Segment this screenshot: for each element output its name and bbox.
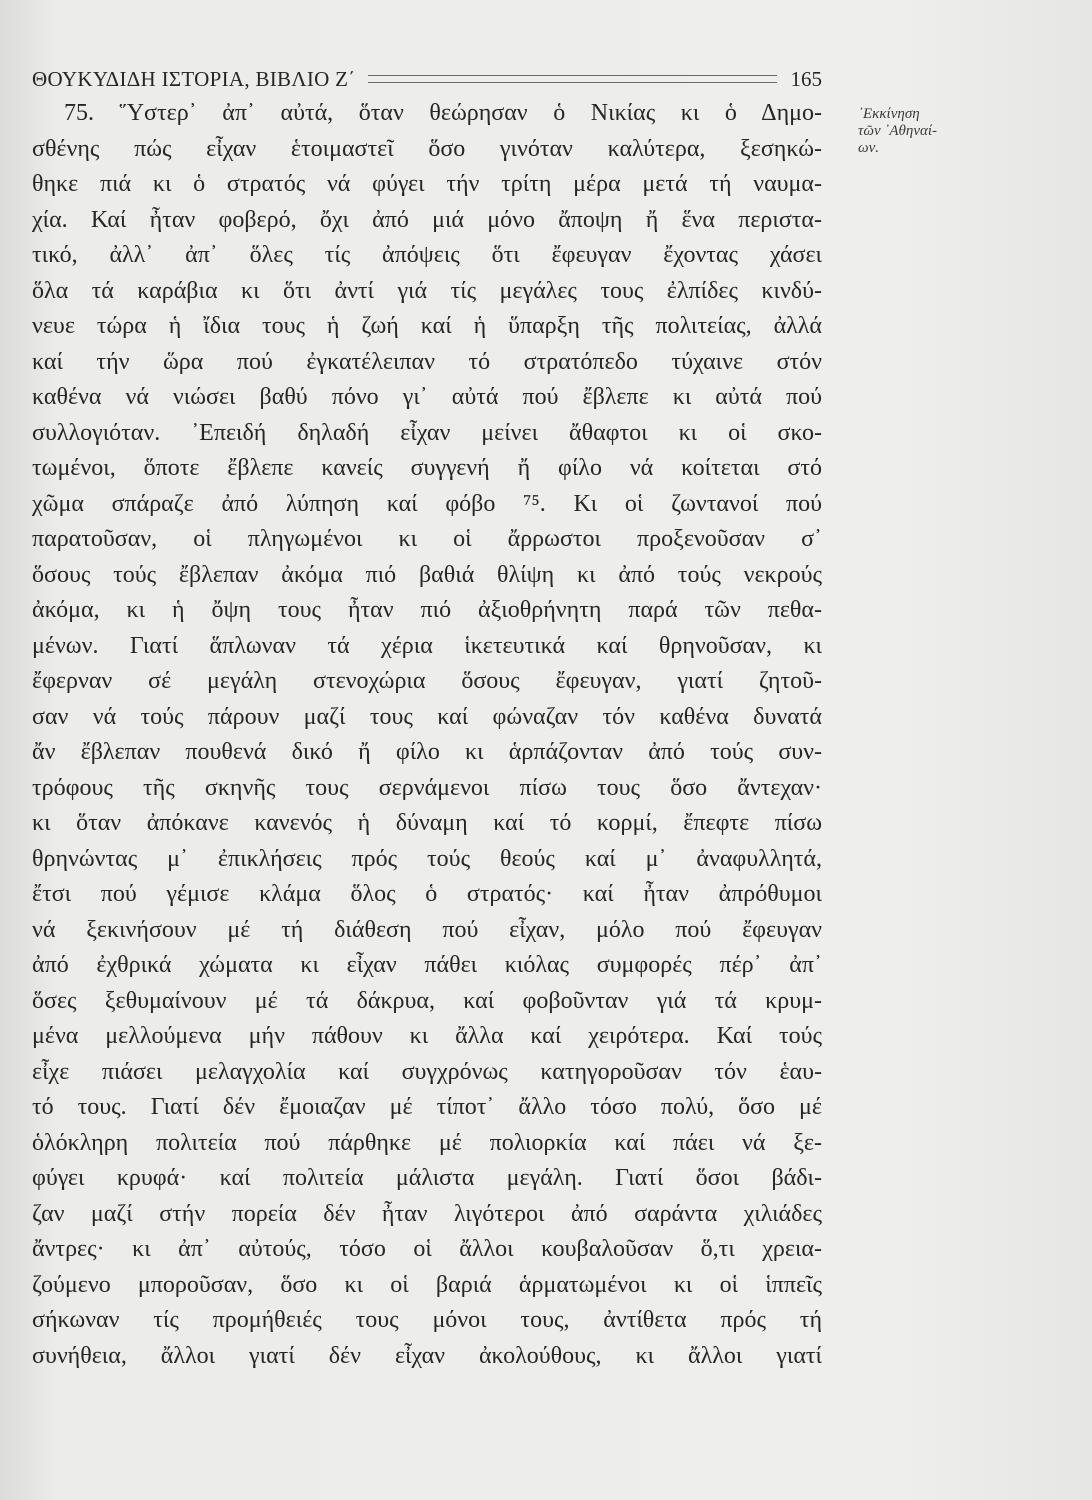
- text-line: ἄντρες· κι ἀπ᾿ αὐτούς, τόσο οἱ ἄλλοι κουβαλοῦσαν ὅ,τι χρεια-: [32, 1236, 822, 1262]
- text-line: νευε τώρα ἡ ἴδια τους ἡ ζωή καί ἡ ὕπαρξη τῆς πολιτείας, ἀλλά: [32, 313, 822, 339]
- text-line: χῶμα σπάραζε ἀπό λύπηση καί φόβο ⁷⁵. Κι οἱ ζωντανοί πού: [32, 490, 822, 517]
- text-line: συνήθεια, ἄλλοι γιατί δέν εἶχαν ἀκολούθους, κι ἄλλοι γιατί: [32, 1342, 822, 1369]
- text-line: ζούμενο μποροῦσαν, ὅσο κι οἱ βαριά ἁρματωμένοι κι οἱ ἱππεῖς: [32, 1271, 822, 1298]
- marginal-note-line: τῶν ᾿Αθηναί-: [858, 123, 938, 139]
- text-line: ὁλόκληρη πολιτεία πού πάρθηκε μέ πολιορκία καί πάει νά ξε-: [32, 1129, 822, 1156]
- text-line: νά ξεκινήσουν μέ τή διάθεση πού εἶχαν, μόλο πού ἔφευγαν: [32, 916, 822, 943]
- text-line: συλλογιόταν. ᾿Επειδή δηλαδή εἶχαν μείνει ἄθαφτοι κι οἱ σκο-: [32, 419, 822, 446]
- page-number: 165: [790, 67, 822, 91]
- text-line: μένα μελλούμενα μήν πάθουν κι ἄλλα καί χειρότερα. Καί τούς: [32, 1023, 822, 1049]
- text-line: ζαν μαζί στήν πορεία δέν ἦταν λιγότεροι ἀπό σαράντα χιλιάδες: [32, 1200, 822, 1227]
- text-line: ἀπό ἐχθρικά χώματα κι εἶχαν πάθει κιόλας συμφορές πέρ᾿ ἀπ᾿: [32, 952, 822, 978]
- running-head-title: ΘΟΥΚΥΔΙΔΗ ΙΣΤΟΡΙΑ, ΒΙΒΛΙΟ Ζ΄: [32, 67, 356, 91]
- text-line: ἔφερναν σέ μεγάλη στενοχώρια ὅσους ἔφευγαν, γιατί ζητοῦ-: [32, 668, 822, 694]
- text-line: σθένης πώς εἶχαν ἑτοιμαστεῖ ὅσο γινόταν καλύτερα, ξεσηκώ-: [32, 135, 822, 162]
- text-line: θρηνώντας μ᾿ ἐπικλήσεις πρός τούς θεούς καί μ᾿ ἀναφυλλητά,: [32, 845, 822, 872]
- text-line: σαν νά τούς πάρουν μαζί τους καί φώναζαν τόν καθένα δυνατά: [32, 703, 822, 730]
- text-line: τρόφους τῆς σκηνῆς τους σερνάμενοι πίσω τους ὅσο ἄντεχαν·: [32, 774, 822, 801]
- body-text: [32, 96, 822, 1374]
- text-line: ὅλα τά καράβια κι ὅτι ἀντί γιά τίς μεγάλες τους ἐλπίδες κινδύ-: [32, 277, 822, 304]
- running-head-rule: [368, 75, 777, 83]
- text-line: τωμένοι, ὅποτε ἔβλεπε κανείς συγγενή ἤ φίλο νά κοίτεται στό: [32, 455, 822, 481]
- text-line: φύγει κρυφά· καί πολιτεία μάλιστα μεγάλη. Γιατί ὅσοι βάδι-: [32, 1165, 822, 1191]
- text-line: ἄν ἔβλεπαν πουθενά δικό ἤ φίλο κι ἁρπάζονταν ἀπό τούς συν-: [32, 739, 822, 765]
- text-line: καί τήν ὥρα πού ἐγκατέλειπαν τό στρατόπεδο τύχαινε στόν: [32, 348, 822, 375]
- text-line: εἶχε πιάσει μελαγχολία καί συγχρόνως κατηγοροῦσαν τόν ἑαυ-: [32, 1058, 822, 1085]
- text-line: ἀκόμα, κι ἡ ὄψη τους ἦταν πιό ἀξιοθρήνητη παρά τῶν πεθα-: [32, 597, 822, 623]
- marginal-note-line: ων.: [858, 140, 879, 156]
- marginal-note: [858, 106, 1008, 157]
- text-line: τικό, ἀλλ᾿ ἀπ᾿ ὅλες τίς ἀπόψεις ὅτι ἔφευγαν ἔχοντας χάσει: [32, 242, 822, 268]
- text-line: 75. Ὕστερ᾿ ἀπ᾿ αὐτά, ὅταν θεώρησαν ὁ Νικίας κι ὁ Δημο-: [64, 100, 822, 126]
- text-line: κι ὅταν ἀπόκανε κανενός ἡ δύναμη καί τό κορμί, ἔπεφτε πίσω: [32, 810, 822, 836]
- text-line: σήκωναν τίς προμήθειές τους μόνοι τους, ἀντίθετα πρός τή: [32, 1307, 822, 1333]
- text-line: θηκε πιά κι ὁ στρατός νά φύγει τήν τρίτη μέρα μετά τή ναυμα-: [32, 171, 822, 197]
- text-line: ὅσες ξεθυμαίνουν μέ τά δάκρυα, καί φοβοῦνταν γιά τά κρυμ-: [32, 987, 822, 1014]
- text-line: χία. Καί ἦταν φοβερό, ὄχι ἀπό μιά μόνο ἄποψη ἤ ἕνα περιστα-: [32, 206, 822, 233]
- text-line: καθένα νά νιώσει βαθύ πόνο γι᾿ αὐτά πού ἔβλεπε κι αὐτά πού: [32, 384, 822, 410]
- text-line: μένων. Γιατί ἅπλωναν τά χέρια ἱκετευτικά καί θρηνοῦσαν, κι: [32, 632, 822, 659]
- text-line: ὅσους τούς ἔβλεπαν ἀκόμα πιό βαθιά θλίψη κι ἀπό τούς νεκρούς: [32, 561, 822, 588]
- running-head: [32, 52, 822, 92]
- text-line: ἔτσι πού γέμισε κλάμα ὅλος ὁ στρατός· καί ἦταν ἀπρόθυμοι: [32, 881, 822, 907]
- text-line: παρατοῦσαν, οἱ πληγωμένοι κι οἱ ἄρρωστοι προξενοῦσαν σ᾿: [32, 526, 822, 552]
- text-line: τό τους. Γιατί δέν ἔμοιαζαν μέ τίποτ᾿ ἄλλο τόσο πολύ, ὅσο μέ: [32, 1094, 822, 1120]
- marginal-note-line: ᾿Εκκίνηση: [858, 106, 920, 122]
